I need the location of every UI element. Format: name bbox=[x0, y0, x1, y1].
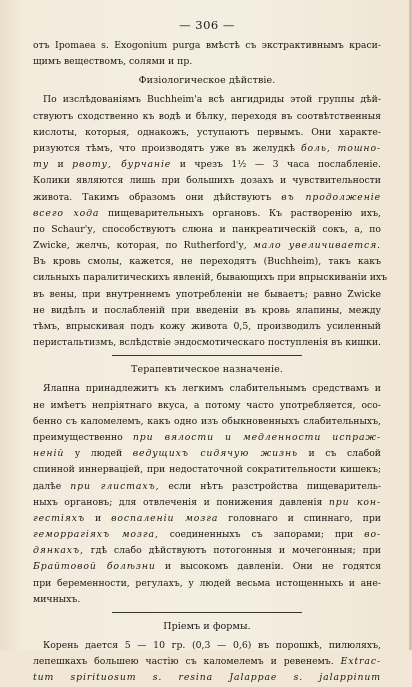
text-line bbox=[33, 335, 381, 351]
text-segment: въ вены, при внутреннемъ употребленіи не бываетъ; равно Zwicke bbox=[33, 288, 381, 300]
emphasized-text: во- bbox=[364, 529, 381, 541]
text-line bbox=[33, 398, 381, 414]
text-segment: тѣмъ, впрыскивая подъ кожу живота 0,5, производилъ усиленный bbox=[33, 321, 381, 332]
text-line bbox=[33, 495, 381, 511]
text-line bbox=[33, 479, 381, 495]
emphasized-text: рвоту, бурчаніе bbox=[72, 159, 172, 171]
text-line bbox=[33, 559, 381, 575]
emphasized-text: неній bbox=[33, 448, 65, 460]
emphasized-text: воспаленіи мозга bbox=[111, 512, 219, 524]
text-segment: спинной иннерваціей, при недостаточной сократительности кишекъ; bbox=[33, 464, 381, 476]
text-segment: сильныхъ паралитическихъ явленій, бывающихъ при впрыскиваніи ихъ bbox=[33, 272, 388, 284]
text-line bbox=[33, 125, 381, 141]
text-segment: Ялапна принадлежитъ къ легкимъ слабительнымъ средствамъ и bbox=[43, 383, 381, 395]
text-line bbox=[33, 254, 381, 270]
text-segment: гдѣ слабо дѣйствуютъ потогонныя и мочегонныя; при bbox=[83, 545, 381, 557]
emphasized-text: ту bbox=[33, 159, 50, 171]
section-divider bbox=[112, 355, 302, 356]
emphasized-text: при глистахъ, bbox=[70, 480, 160, 492]
paragraph-therapeutic bbox=[33, 381, 381, 608]
section-divider bbox=[112, 612, 302, 613]
emphasized-text: Extrac- bbox=[340, 656, 381, 668]
heading-dosage-forms: Пріемъ и формы. bbox=[163, 621, 251, 632]
text-line bbox=[33, 446, 381, 462]
text-segment: ствуютъ сходственно къ водѣ и бѣлку, переходя въ соотвѣтственныя bbox=[33, 110, 381, 122]
text-segment: и съ слабой bbox=[298, 448, 381, 460]
page-content bbox=[33, 16, 388, 687]
text-segment: Въ кровь смолы, кажется, не переходятъ (Buchheim), такъ какъ bbox=[33, 256, 381, 268]
text-segment: у людей bbox=[64, 448, 133, 460]
text-line bbox=[33, 638, 381, 654]
text-segment: Колики являются лишь при большихъ дозахъ и чувствительности bbox=[33, 175, 381, 187]
text-segment: лепешкахъ большею частію съ каломелемъ и ревенемъ. bbox=[33, 656, 341, 668]
text-segment: бенно съ каломелемъ, какъ одно изъ обыкновенныхъ слабительныхъ, bbox=[33, 415, 381, 427]
emphasized-text: геморрагіяхъ мозга, bbox=[33, 529, 159, 541]
emphasized-text: всего хода bbox=[33, 207, 100, 219]
paragraph-dosage bbox=[33, 638, 381, 687]
text-segment: не имѣетъ непріятнаго вкуса, а потому часто употребляется, осо- bbox=[33, 399, 381, 411]
text-segment: при беременности, регулахъ, у людей весьма истощенныхъ и ане- bbox=[33, 577, 381, 589]
text-line bbox=[33, 109, 381, 125]
heading-physiological-action: Физіологическое дѣйствіе. bbox=[138, 75, 276, 87]
text-line bbox=[33, 173, 381, 189]
emphasized-text: Брайтовой болѣзни bbox=[33, 561, 156, 573]
emphasized-text: дянкахъ, bbox=[33, 545, 84, 557]
text-line bbox=[33, 511, 381, 527]
text-line bbox=[33, 206, 381, 222]
text-segment: Корень дается 5 — 10 гр. (0,3 — 0,6) въ порошкѣ, пилюляхъ, bbox=[43, 640, 381, 651]
text-line bbox=[33, 303, 381, 319]
emphasized-text: tum spirituosum s. resina Jalappae s. jalappinum bbox=[33, 672, 381, 684]
text-line bbox=[33, 414, 381, 430]
text-line bbox=[33, 430, 381, 446]
text-segment: соединенныхъ съ запорами; при bbox=[158, 529, 365, 541]
text-line: щимъ веществомъ, солями и пр. bbox=[33, 56, 193, 68]
text-line bbox=[33, 222, 381, 238]
emphasized-text: боль, тошно- bbox=[300, 142, 381, 154]
text-line bbox=[33, 543, 381, 559]
text-segment: Zwicke, желчь, которая, по Rutherford'у, bbox=[33, 240, 254, 252]
text-segment: перистальтизмъ, вслѣдствіе эндосмотическаго поступленія въ кишки. bbox=[33, 337, 381, 349]
text-line bbox=[33, 270, 388, 286]
heading-therapeutic-use: Терапевтическое назначеніе. bbox=[131, 364, 283, 376]
paragraph-intro bbox=[33, 38, 381, 70]
text-line bbox=[33, 654, 381, 670]
page-number: — 306 — bbox=[179, 18, 235, 32]
emphasized-text: ведущихъ сидячую жизнь bbox=[132, 448, 298, 460]
emphasized-text: мало увеличивается. bbox=[253, 240, 381, 252]
text-line bbox=[33, 592, 381, 608]
text-segment: По изслѣдованіямъ Buchheim'a всѣ ангидриды этой группы дѣй- bbox=[43, 94, 381, 106]
text-segment: и чрезъ 1½ — 3 часа послабленіе. bbox=[171, 159, 381, 171]
text-segment: ныхъ органовъ; для отвлеченія и понижения давленія bbox=[33, 496, 329, 508]
text-segment: ризуются тѣмъ, что производятъ уже въ желудкѣ bbox=[33, 142, 301, 154]
text-segment: живота. Такимъ образомъ они дѣйствуютъ bbox=[33, 191, 282, 203]
text-segment: и bbox=[49, 159, 73, 171]
paragraph-physiological bbox=[33, 92, 388, 351]
text-segment: если нѣтъ разстройства пищеваритель- bbox=[159, 480, 381, 492]
text-line bbox=[33, 190, 381, 206]
text-line bbox=[33, 670, 381, 686]
text-line bbox=[33, 141, 381, 157]
emphasized-text: гестіяхъ bbox=[33, 512, 85, 524]
text-segment: пищеварительныхъ органовъ. Къ растворенію ихъ, bbox=[99, 207, 381, 219]
text-line bbox=[33, 287, 381, 303]
text-line bbox=[33, 527, 381, 543]
text-line bbox=[33, 462, 381, 478]
text-segment: преимущественно bbox=[33, 431, 133, 443]
text-segment: и высокомъ давленіи. Они не годятся bbox=[155, 561, 381, 573]
text-segment: не видѣлъ и послабленій при введеніи въ кровь ялапины, между bbox=[33, 304, 381, 316]
text-line bbox=[33, 238, 381, 254]
emphasized-text: въ продолженіе bbox=[281, 191, 381, 203]
emphasized-text: при вялости и медленности испраж- bbox=[132, 431, 381, 443]
text-line bbox=[33, 157, 381, 173]
text-line: отъ Ipomaea s. Exogonium purga вмѣстѣ съ экстрактивнымъ краси- bbox=[33, 40, 381, 51]
text-segment: и bbox=[85, 512, 112, 524]
text-line bbox=[33, 319, 381, 335]
text-line bbox=[33, 92, 381, 108]
text-line bbox=[33, 381, 381, 397]
text-line bbox=[33, 576, 381, 592]
text-segment: далѣе bbox=[33, 480, 71, 492]
text-segment: кислоты, которыя, однакожъ, уступаютъ первымъ. Они характе- bbox=[33, 126, 381, 138]
text-segment: мичныхъ. bbox=[33, 593, 81, 605]
emphasized-text: при кон- bbox=[328, 496, 381, 508]
text-segment: головнаго и спиннаго, при bbox=[218, 512, 382, 524]
text-segment: по Schaur'у, способствуютъ слюна и панкреатическій сокъ, а, по bbox=[33, 223, 381, 235]
